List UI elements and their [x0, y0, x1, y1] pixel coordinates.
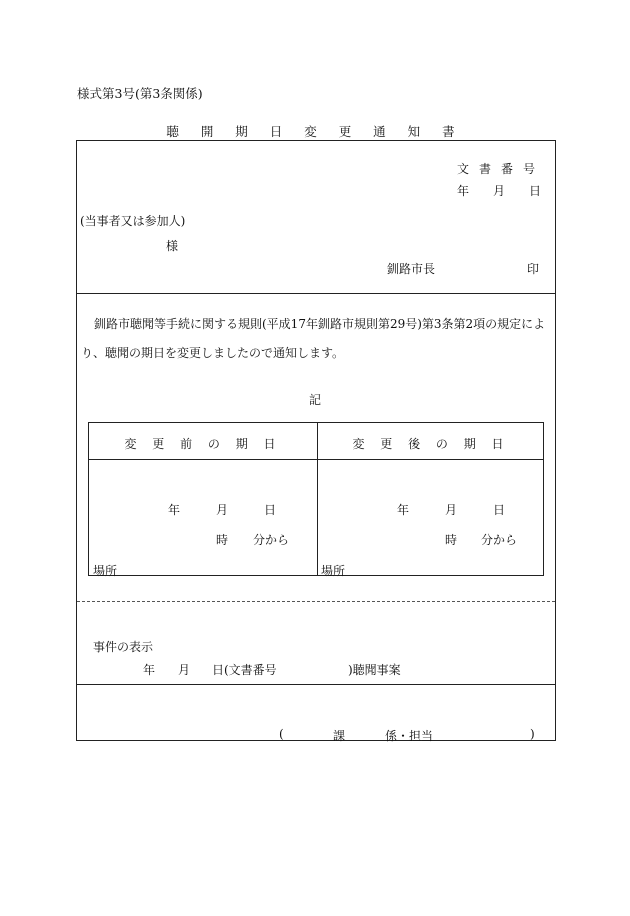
after-minute: 分から: [481, 533, 518, 547]
before-minute: 分から: [253, 533, 290, 547]
notice-text-line-2: り、聴聞の期日を変更しましたので通知します。: [81, 346, 345, 360]
case-label: 事件の表示: [93, 640, 154, 654]
document-title: 聴 開 期 日 変 更 通 知 書: [166, 124, 464, 139]
case-day-docnum: 日(文書番号: [212, 663, 277, 677]
case-month: 月: [178, 663, 191, 677]
issue-date: [457, 182, 541, 199]
honorific: 様: [166, 239, 179, 253]
before-date-header: 変 更 前 の 期 日: [124, 437, 282, 451]
before-day: 日: [264, 503, 277, 517]
before-hour: 時: [216, 533, 229, 547]
notice-text-line-1: 釧路市聴聞等手続に関する規則(平成17年釧路市規則第29号)第3条第2項の規定によ: [94, 317, 546, 331]
year-label: 年: [457, 184, 470, 198]
before-year: 年: [168, 503, 181, 517]
ki-heading: 記: [309, 393, 322, 407]
after-place-label: 場所: [321, 564, 346, 578]
contact-close-paren: ): [530, 727, 535, 741]
form-number: 様式第3号(第3条関係): [77, 86, 203, 101]
before-month: 月: [216, 503, 229, 517]
section-divider-1: [77, 293, 555, 294]
schedule-table: [88, 422, 544, 576]
before-place-label: 場所: [93, 564, 118, 578]
seal-mark: 印: [527, 262, 540, 276]
after-year: 年: [397, 503, 410, 517]
contact-staff: 係・担当: [385, 729, 434, 743]
day-label: 日: [528, 184, 541, 198]
after-day: 日: [493, 503, 506, 517]
after-date-header: 変 更 後 の 期 日: [352, 437, 510, 451]
section-divider-2: [77, 684, 555, 685]
issuer-name: 釧路市長: [387, 262, 436, 276]
after-hour: 時: [445, 533, 458, 547]
contact-section: 課: [333, 729, 346, 743]
doc-number-label: 文書番号: [457, 162, 546, 176]
recipient-label: (当事者又は参加人): [80, 214, 186, 228]
after-month: 月: [445, 503, 458, 517]
contact-open-paren: (: [279, 727, 284, 741]
dashed-divider: [77, 601, 555, 602]
case-suffix: )聴聞事案: [348, 663, 401, 677]
case-year: 年: [143, 663, 156, 677]
month-label: 月: [492, 184, 505, 198]
table-header-divider: [89, 459, 543, 460]
